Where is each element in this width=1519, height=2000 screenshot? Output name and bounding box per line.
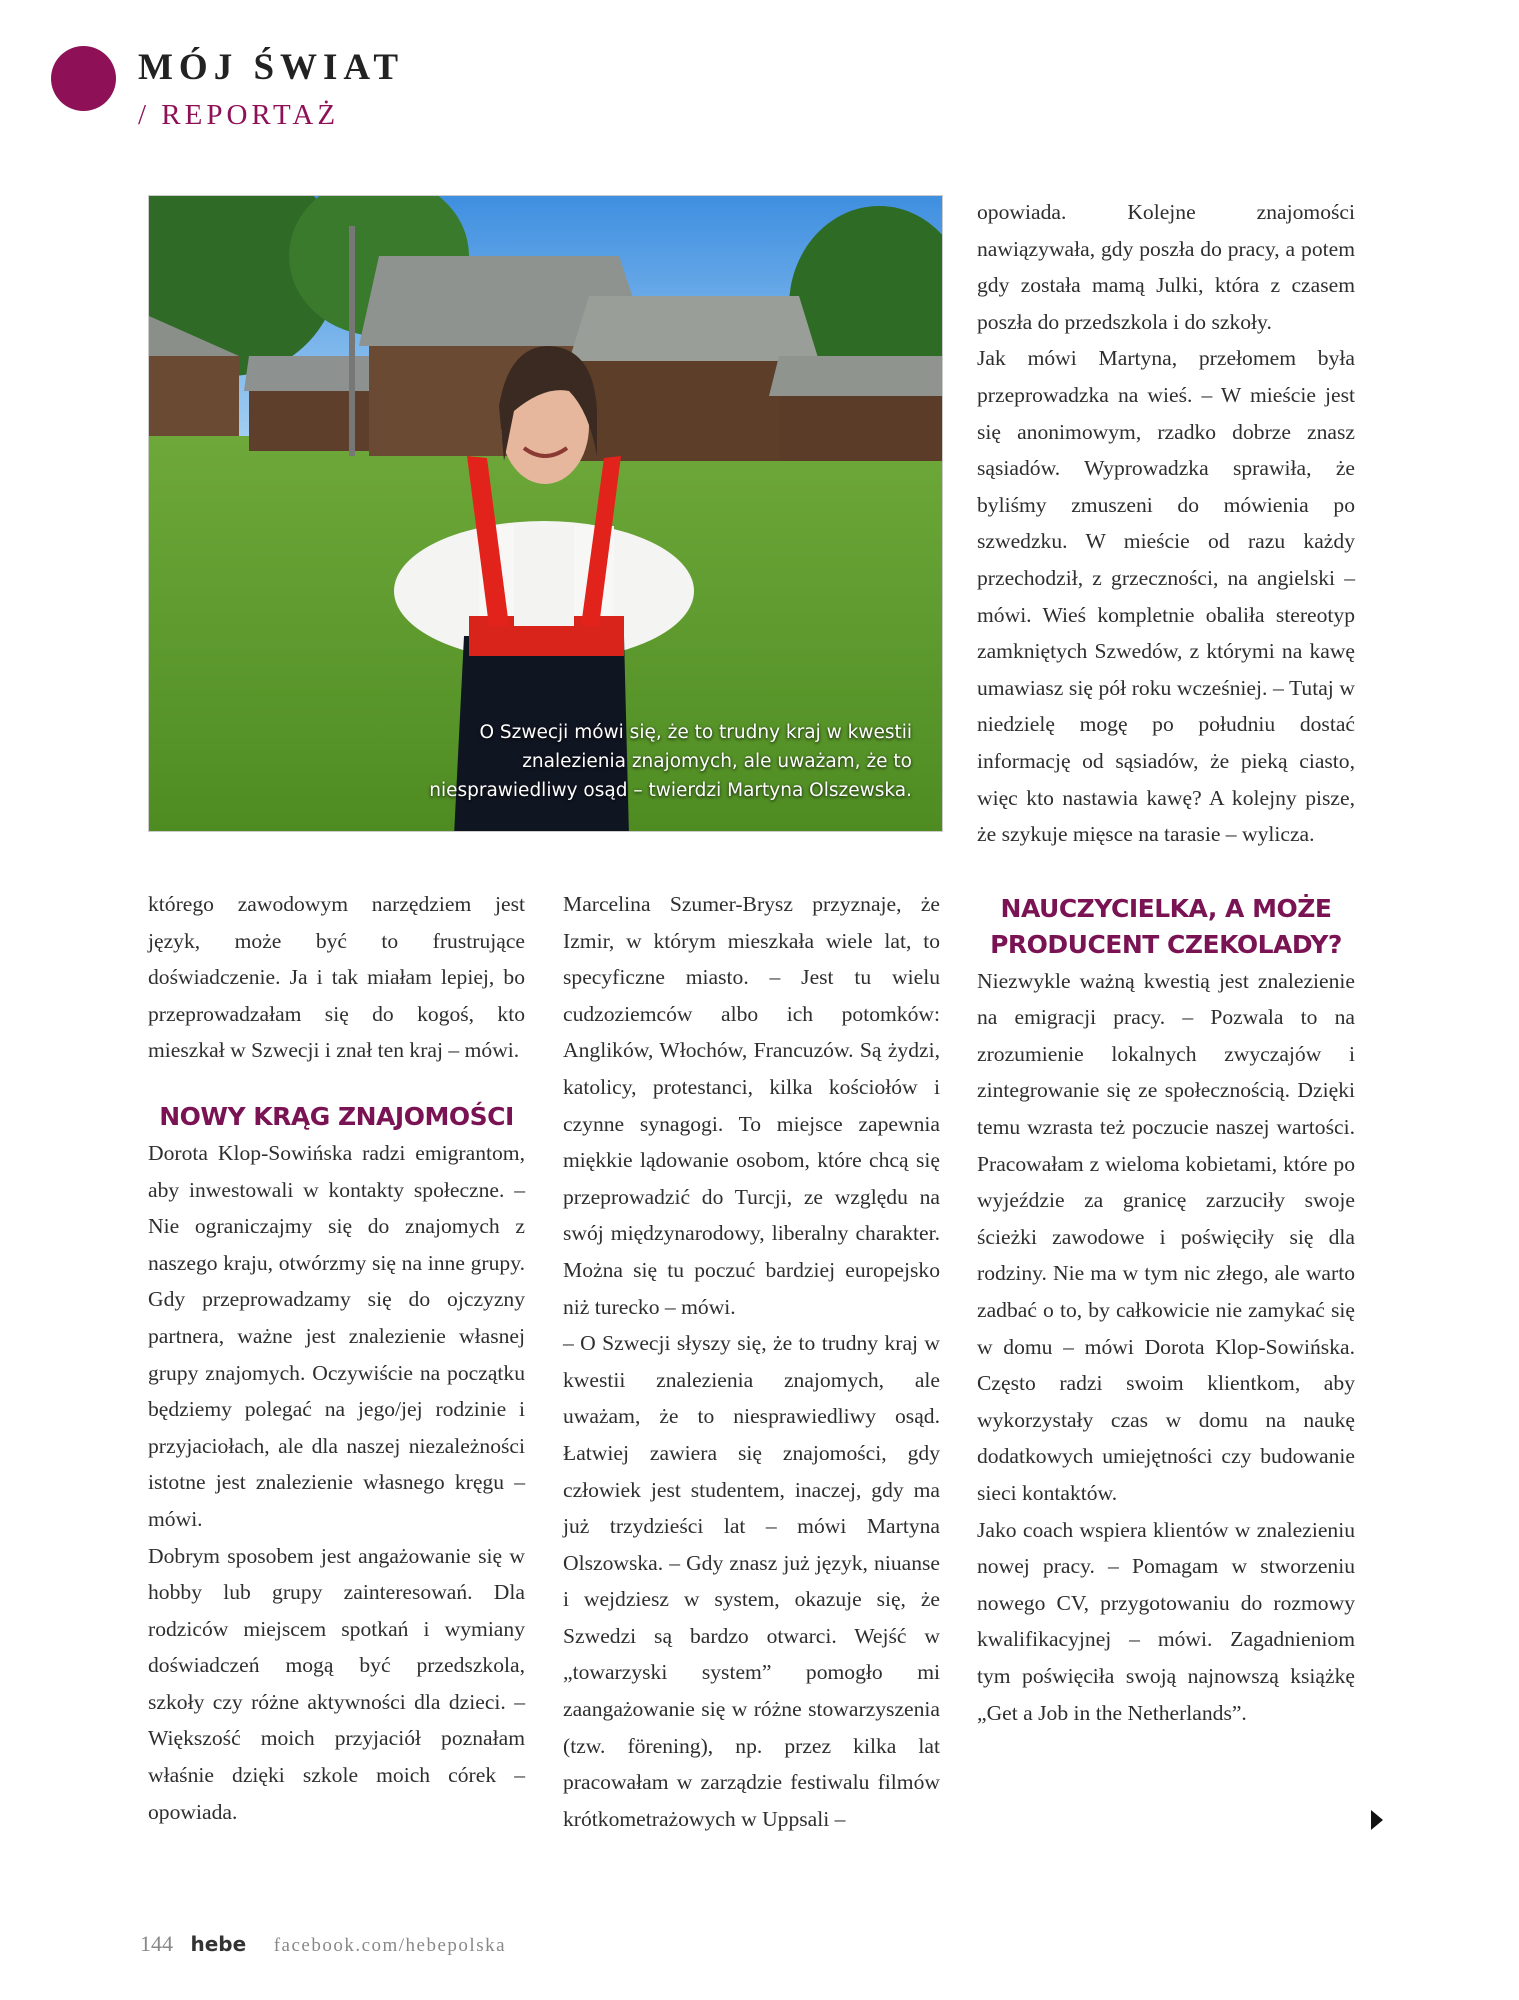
- section-heading: NOWY KRĄG ZNAJOMOŚCI: [159, 1101, 514, 1131]
- photo-caption: O Szwecji mówi się, że to trudny kraj w kwestii znalezienia znajomych, ale uważam, że to niesprawiedliwy osąd – twierdzi Martyna Olszewska.: [429, 722, 912, 801]
- paragraph: – O Szwecji słyszy się, że to trudny kraj w kwestii znalezienia znajomych, ale uważam, że to niesprawiedliwy osąd. Łatwiej zawiera się znajomości, gdy człowiek jest studentem, inaczej, gdy ma już trzydzieści lat – mówi Martyna Olszowska. – Gdy znasz już język, niuanse i wejdziesz w system, okazuje się, że Szwedzi są bardzo otwarci. Wejść w „towarzyski system” pomogło mi zaangażowanie się w różne stowarzyszenia (tzw. förening), np. przez kilka lat pracowałam w zarządzie festiwalu filmów krótkometrażowych w Uppsali –: [563, 1331, 940, 1831]
- section-heading-line: PRODUCENT CZEKOLADY?: [990, 929, 1342, 959]
- paragraph: Niezwykle ważną kwestią jest znalezienie na emigracji pracy. – Pozwala to na zrozumienie lokalnych zwyczajów i zintegrowanie się ze społecznością. Dzięki temu wzrasta też poczucie naszej wartości. Pracowałam z wieloma kobietami, które po wyjeździe za granicę zarzuciły swoje ścieżki zawodowe i poświęciły się dla rodziny. Nie ma w tym nic złego, ale warto zadbać o to, by całkowicie nie zamykać się w domu – mówi Dorota Klop-Sowińska. Często radzi swoim klientkom, aby wykorzystały czas w domu na naukę dodatkowych umiejętności czy budowanie sieci kontaktów.: [977, 968, 1355, 1505]
- paragraph: Dobrym sposobem jest angażowanie się w hobby lub grupy zainteresowań. Dla rodziców miejscem spotkań i wymiany doświadczeń mogą być przedszkola, szkoły czy różne aktywności dla dzieci. – Większość moich przyjaciół poznałam właśnie dzięki szkole moich córek – opowiada.: [148, 1543, 525, 1824]
- paragraph: Marcelina Szumer-Brysz przyznaje, że Izmir, w którym mieszkała wiele lat, to specyficzne miasto. – Jest tu wielu cudzoziemców albo ich potomków: Anglików, Włochów, Francuzów. Są żydzi, katolicy, protestanci, kilka kościołów i czynne synagogi. To miejsce zapewnia miękkie lądowanie osobom, które chcą się przeprowadzić do Turcji, ze względu na swój międzynarodowy, liberalny charakter. Można się tu poczuć bardziej europejsko niż turecko – mówi.: [563, 892, 940, 1319]
- article-column-2: [563, 886, 940, 1837]
- continue-arrow-icon: [1371, 1810, 1383, 1830]
- article-photo: [148, 195, 943, 832]
- article-column-3: [977, 194, 1355, 1731]
- paragraph: Dorota Klop-Sowińska radzi emigrantom, aby inwestowali w kontakty społeczne. – Nie ograniczajmy się do znajomych z naszego kraju, otwórzmy się na inne grupy. Gdy przeprowadzamy się do ojczyzny partnera, ważne jest znalezienie własnej grupy znajomych. Oczywiście na początku będziemy polegać na jego/jej rodzinie i przyjaciołach, ale dla naszej niezależności istotne jest znalezienie własnego kręgu – mówi.: [148, 1140, 525, 1531]
- section-heading-line: NAUCZYCIELKA, A MOŻE: [1000, 893, 1332, 923]
- section-heading: [977, 891, 1355, 963]
- paragraph: opowiada. Kolejne znajomości nawiązywała, gdy poszła do pracy, a potem gdy została mamą Julki, która z czasem poszła do przedszkola i do szkoły.: [977, 200, 1355, 334]
- page-number: 144: [140, 1931, 173, 1956]
- section-marker-dot: [51, 46, 116, 111]
- page-footer: [140, 1931, 506, 1957]
- paragraph: Jak mówi Martyna, przełomem była przeprowadzka na wieś. – W mieście jest się anonimowym, rzadko dobrze znasz sąsiadów. Wyprowadzka sprawiła, że byliśmy zmuszeni do mówienia po szwedzku. W mieście od razu każdy przechodził, z grzeczności, na angielski – mówi. Wieś kompletnie obaliła stereotyp zamkniętych Szwedów, z którymi na kawę umawiasz się pół roku wcześniej. – Tutaj w niedzielę mogę po południu dostać informację od sąsiadów, że pieką ciasto, więc kto nastawia kawę? A kolejny pisze, że szykuje mięsce na tarasie – wylicza.: [977, 346, 1355, 847]
- brand-logo: hebe: [190, 1932, 247, 1956]
- section-subtitle: / REPORTAŻ: [138, 99, 340, 131]
- section-title: MÓJ ŚWIAT: [138, 47, 405, 88]
- paragraph: którego zawodowym narzędziem jest język, może być to frustrujące doświadczenie. Ja i tak miałam lepiej, bo przeprowadzałam się do kogoś, kto mieszkał w Szwecji i znał ten kraj – mówi.: [148, 892, 525, 1063]
- article-column-1: [148, 886, 525, 1830]
- footer-url: facebook.com/hebepolska: [273, 1935, 507, 1956]
- paragraph: Jako coach wspiera klientów w znalezieniu nowej pracy. – Pomagam w stworzeniu nowego CV, przygotowaniu do rozmowy kwalifikacyjnej – mówi. Zagadnieniom tym poświęciła swoją najnowszą książkę „Get a Job in the Netherlands”.: [977, 1517, 1355, 1725]
